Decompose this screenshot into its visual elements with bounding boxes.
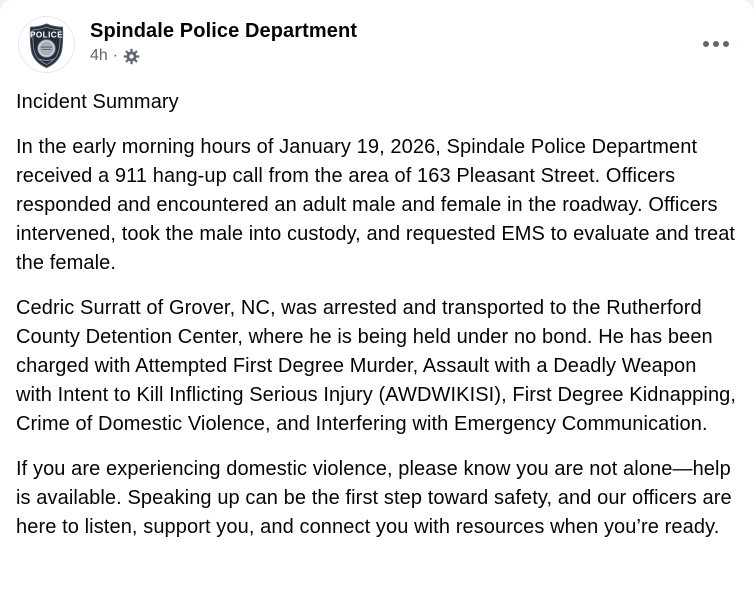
post-paragraph: Incident Summary — [16, 91, 179, 113]
post-paragraph: In the early morning hours of January 19, 2026, Spindale Police Department received a 911 hang-up call from the area of 163 Pleasant Street. Officers responded and encountered an adult male and female in the roadway. Officers intervened, took the male into custody, and requested EMS to evaluate and treat the female. — [16, 136, 736, 274]
post-paragraph: If you are experiencing domestic violence, please know you are not alone—help is available. Speaking up can be the first step toward safety, and our officers are here to listen, support you, and connect you with resources when you’re ready. — [16, 458, 732, 538]
post-meta — [90, 47, 357, 65]
page-avatar[interactable] — [18, 16, 75, 73]
post-options-button[interactable] — [694, 28, 738, 60]
meta-separator: · — [112, 47, 119, 64]
post-paragraph: Cedric Surratt of Grover, NC, was arrested and transported to the Rutherford County Detention Center, where he is being held under no bond. He has been charged with Attempted First Degree Murder, Assault with a Deadly Weapon with Intent to Kill Inflicting Serious Injury (AWDWIKISI), First Degree Kidnapping, Crime of Domestic Violence, and Interfering with Emergency Communication. — [16, 297, 737, 435]
page-name-link[interactable]: Spindale Police Department — [90, 20, 358, 42]
post-timestamp[interactable]: 4h — [90, 47, 108, 64]
badge-text: POLICE — [30, 30, 63, 40]
post-content — [0, 73, 754, 542]
post-header-text — [90, 16, 357, 65]
post-header — [0, 0, 754, 73]
privacy-gear-icon — [123, 48, 140, 65]
ellipsis-icon — [703, 41, 730, 48]
